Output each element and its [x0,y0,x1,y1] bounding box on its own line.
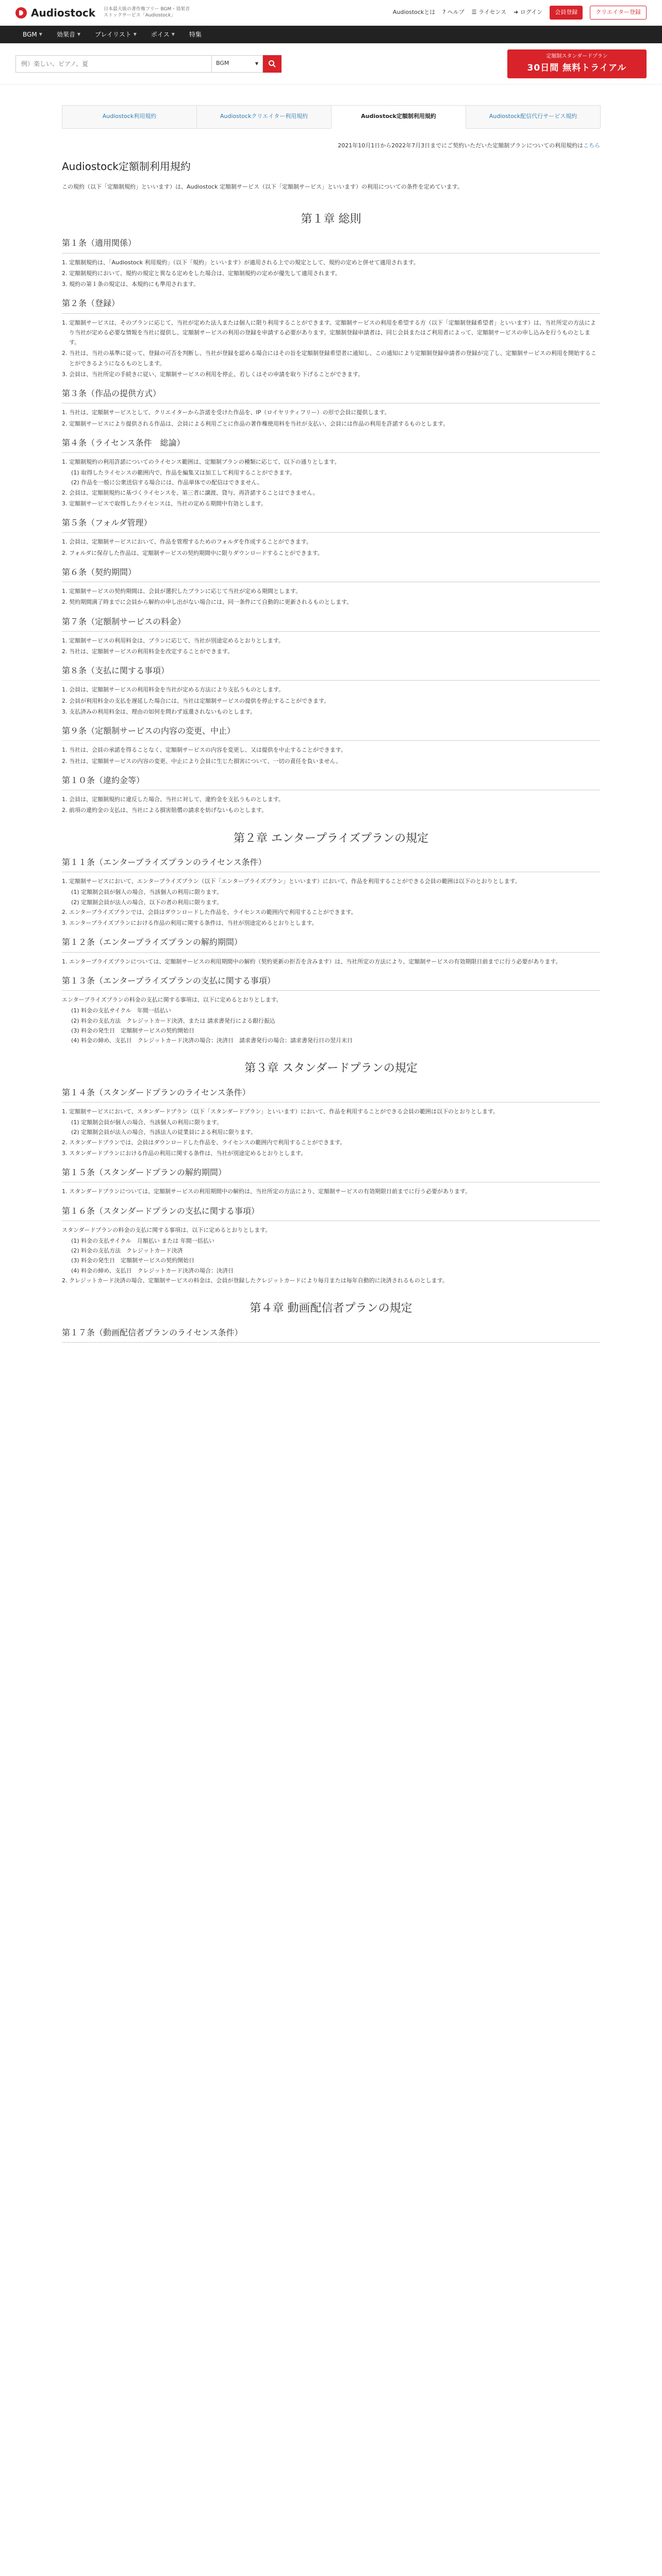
search-category-value: BGM [216,60,229,67]
license-link[interactable] [472,8,506,18]
article-title: 第１４条（スタンダードプランのライセンス条件） [62,1086,600,1103]
article-title: 第４条（ライセンス条件 総論） [62,436,600,453]
terms-tabs [62,105,600,129]
nav-label: BGM [23,30,37,38]
clause-text: 1. エンタープライズプランについては、定額制サービスの利用期間中の解約（契約更新の拒否を含みます）は、当社所定の方法により、定額制サービスの有効期限日前までに行う必要があります。 [62,958,561,965]
main-nav [0,26,662,43]
nav-label: ボイス [151,30,170,38]
clause-text: 1. 当社は、定額制サービスとして、クリエイターから許諾を受けた作品を、IP（ロイヤリティフリー）の形で会員に提供します。 [62,409,390,416]
article-title: 第１６条（スタンダードプランの支払に関する事項） [62,1204,600,1221]
article-title: 第７条（定額制サービスの料金） [62,615,600,632]
article [62,1204,600,1286]
clause-text: 2. 会員は、定額制規約に基づくライセンスを、第三者に譲渡、貸与、再許諾することはできません。 [62,489,319,496]
clause-text: 1. 会員は、定額制規約に違反した場合、当社に対して、違約金を支払うものとします。 [62,796,284,803]
tab-subscription-terms[interactable]: Audiostock定額制利用規約 [331,105,466,129]
nav-label: プレイリスト [95,30,131,38]
intro-text: この規約（以下「定額制規約」といいます）は、Audiostock 定額制サービス（以下「定額制サービス」といいます）の利用についての条件を定めています。 [62,183,463,191]
clause-text: スタンダードプランの料金の支払に関する事項は、以下に定めるとおりとします。 [62,1226,271,1233]
article-title: 第９条（定額制サービスの内容の変更、中止） [62,724,600,741]
clause-text: 1. 会員は、定額制サービスの利用料金を当社が定める方法により支払うものとします。 [62,686,285,693]
nav-label: 効果音 [56,30,75,38]
chapter-title: 第１章 総則 [301,213,361,226]
search-bar [0,43,662,84]
clause-text: 2. 契約期間満了時までに会員から解約の申し出がない場合には、同一条件にて自動的に更新されるものとします。 [62,599,353,606]
license-icon: ☰ [471,9,477,16]
clause-text: 3. 定額制サービスで取得したライセンスは、当社の定める期間中有効とします。 [62,500,267,507]
article-title: 第１２条（エンタープライズプランの解約期間） [62,935,600,952]
header-links [393,6,647,20]
clause-text: エンタープライズプランの料金の支払に関する事項は、以下に定めるとおりとします。 [62,996,282,1004]
article [62,436,600,509]
chapter-title: 第３章 スタンダードプランの規定 [244,1062,418,1075]
search-input[interactable] [15,55,211,73]
banner-subtitle: 定額制スタンダードプラン [546,53,608,59]
clause-text: 2. 当社は、定額制サービスの内容の変更、中止により会員に生じた損害について、一切の責任を負いません。 [62,757,342,765]
article-title: 第６条（契約期間） [62,565,600,582]
clause-text: 2. クレジットカード決済の場合、定額制サービスの料金は、会員が登録したクレジットカードにより毎月または毎年自動的に決済されるものとします。 [62,1277,448,1284]
register-button[interactable]: 会員登録 [550,6,583,20]
chevron-down-icon: ▼ [133,32,137,37]
chevron-down-icon: ▼ [171,32,175,37]
site-header [0,0,662,26]
clause-text: 2. 当社は、定額制サービスの利用料金を改定することができます。 [62,648,234,655]
article [62,386,600,429]
tab-distribution-terms[interactable]: Audiostock配信代行サービス規約 [466,105,601,128]
clause-text: 2. スタンダードプランでは、会員はダウンロードした作品を、ライセンスの範囲内で利用することができます。 [62,1139,346,1146]
clause-text: 1. スタンダードプランについては、定額制サービスの利用期間中の解約は、当社所定の方法により、定額制サービスの有効期限日前までに行う必要があります。 [62,1188,471,1195]
article [62,1326,600,1343]
clause-text: (1) 定額制会員が個人の場合、当該個人の利用に限ります。 [71,1119,223,1126]
clause-text: 1. 当社は、会員の承諾を得ることなく、定額制サービスの内容を変更し、又は提供を中止することができます。 [62,747,346,754]
article-title: 第８条（支払に関する事項） [62,664,600,681]
article-title: 第１１条（エンタープライズプランのライセンス条件） [62,855,600,872]
chapter-title: 第４章 動画配信者プランの規定 [250,1302,412,1315]
article [62,236,600,289]
article-title: 第１条（適用関係） [62,236,600,253]
login-icon: ➜ [514,9,519,16]
date-note-text: 2021年10月1日から2022年7月3日までにご契約いただいた定額制プランについての利用規約は [338,142,583,149]
chevron-down-icon: ▼ [39,32,42,37]
article [62,1086,600,1158]
article [62,615,600,657]
article [62,974,600,1045]
clause-text: 1. 定額制サービスの契約期間は、会員が選択したプランに応じて当社が定める期間とします。 [62,588,302,595]
chapter-title: 第２章 エンタープライズプランの規定 [233,832,429,845]
article-title: 第２条（登録） [62,296,600,313]
clause-text: 1. 定額制サービスにおいて、スタンダードプラン（以下「スタンダードプラン」といいます）において、作品を利用することができる会員の範囲は以下のとおりとします。 [62,1108,499,1115]
article [62,296,600,379]
tagline-line-1: 日本最大級の著作権フリー BGM・効果音 [104,6,190,12]
chevron-down-icon: ▼ [77,32,81,37]
clause-text: 3. 規約の第１条の規定は、本規約にも準用されます。 [62,281,200,288]
clause-text: 2. 定額制サービスにより提供される作品は、会員による利用ごとに作品の著作権使用料を当社が支払い、会員には作品の利用を許諾するものとします。 [62,420,449,427]
clause-text: (1) 取得したライセンスの範囲内で、作品を編集又は加工して利用することができます。 [71,469,295,477]
search-box [15,55,282,73]
clause-text: (2) 料金の支払方法 クレジットカード決済、または 請求書発行による銀行振込 [71,1017,275,1024]
help-label: ヘルプ [447,9,465,16]
tagline-line-2: ストックサービス「Audiostock」 [104,12,176,18]
about-link[interactable]: Audiostockとは [392,9,436,16]
article [62,565,600,607]
clause-text: 1. 会員は、定額制サービスにおいて、作品を管理するためのフォルダを作成することができます。 [62,538,312,546]
nav-item-voice[interactable] [144,29,182,40]
clause-text: 1. 定額制規約の利用許諾についてのライセンス範囲は、定額制プランの種類に応じて、以下の通りとします。 [62,458,340,465]
page-title: Audiostock定額制利用規約 [62,160,191,173]
clause-text: 3. 支払済みの利用料金は、理由の如何を問わず返還されないものとします。 [62,708,256,715]
article-title: 第３条（作品の提供方式） [62,386,600,403]
clause-text: 1. 定額制規約は、「Audiostock 利用規約」（以下「規約」といいます）が適用される上での規定として、規約の定めと併せて適用されます。 [62,259,419,266]
tab-terms[interactable]: Audiostock利用規約 [62,105,197,128]
site-logo[interactable] [15,4,190,22]
login-label: ログイン [520,9,543,16]
clause-text: 3. エンタープライズプランにおける作品の利用に関する条件は、当社が別途定めるとおりとします。 [62,920,318,927]
search-category-select[interactable] [211,55,263,73]
clause-text: 1. 定額制サービスにおいて、エンタープライズプラン（以下「エンタープライズプラン」といいます）において、作品を利用することができる会員の範囲は以下のとおりとします。 [62,878,521,885]
clause-text: 2. 前項の違約金の支払は、当社による損害賠償の請求を妨げないものとします。 [62,807,268,814]
clause-text: (1) 定額制会員が個人の場合、当該個人の利用に限ります。 [71,889,223,896]
article-title: 第１７条（動画配信者プランのライセンス条件） [62,1326,600,1343]
article [62,1165,600,1196]
clause-text: (4) 料金の締め、支払日 クレジットカード決済の場合：決済日 請求書発行の場合：請求書発行日の翌月末日 [71,1037,353,1044]
creator-register-button[interactable]: クリエイター登録 [590,6,647,20]
article [62,935,600,966]
nav-item-bgm[interactable] [15,29,49,40]
help-icon: ? [442,9,446,16]
article [62,855,600,928]
article-title: 第１０条（違約金等） [62,773,600,790]
clause-text: 2. フォルダに保存した作品は、定額制サービスの契約期間中に限りダウンロードすることができます。 [62,549,323,556]
clause-text: 2. 会員が利用料金の支払を遅延した場合には、当社は定額制サービスの提供を停止することができます。 [62,697,330,704]
trial-banner[interactable] [507,49,647,78]
tab-creator-terms[interactable]: Audiostockクリエイター利用規約 [196,105,332,128]
tagline [104,7,190,19]
nav-item-playlist[interactable] [88,29,144,40]
logo-text: Audiostock [31,6,95,19]
article [62,724,600,766]
nav-item-feature[interactable] [182,29,209,40]
search-icon [268,60,276,68]
clause-text: 1. 定額制サービスは、そのプランに応じて、当社が定めた法人または個人に限り利用することができます。定額制サービスの利用を希望する方（以下「定額制登録希望者」といいます）は、当社所定の方法により当社が定める必要な情報を当社に提供し、定額制サービスの利用の登録を申請する必要があります。定額制登録申請者は、同じ会員またはご利用者によって、定額制サービスの申し込みを行うものとします。 [62,319,596,346]
article [62,516,600,558]
clause-text: (4) 料金の締め、支払日 クレジットカード決済の場合：決済日 [71,1267,234,1274]
article-title: 第１３条（エンタープライズプランの支払に関する事項） [62,974,600,991]
chevron-down-icon: ▼ [255,61,258,66]
clause-text: (2) 料金の支払方法 クレジットカード決済 [71,1247,183,1255]
clause-text: 1. 定額制サービスの利用料金は、プランに応じて、当社が別途定めるとおりとします。 [62,637,284,644]
clause-text: (2) 作品を一般に公衆送信する場合には、作品単体での配信はできません。 [71,479,263,486]
chapters [62,210,600,1343]
article-title: 第５条（フォルダ管理） [62,516,600,533]
clause-text: 2. 定額制規約において、規約の規定と異なる定めをした場合は、定額制規約の定めが優先して適用されます。 [62,269,341,277]
help-link[interactable] [442,8,464,18]
clause-text: (2) 定額制会員が法人の場合、以下の者の利用に限ります。 [71,899,223,906]
license-label: ライセンス [478,9,507,16]
clause-text: (2) 定額制会員が法人の場合、当該法人の従業員による利用に限ります。 [71,1129,257,1136]
clause-text: 2. エンタープライズプランでは、会員はダウンロードした作品を、ライセンスの範囲内で利用することができます。 [62,908,357,916]
old-terms-link[interactable]: こちら [583,142,600,149]
search-button[interactable] [263,55,282,73]
nav-label: 特集 [189,30,202,38]
article [62,664,600,717]
nav-item-se[interactable] [49,29,88,40]
banner-title: 30日間 無料トライアル [527,62,627,73]
clause-text: (3) 料金の発生日 定額制サービスの契約開始日 [71,1027,195,1034]
clause-text: (1) 料金の支払サイクル 月額払い または 年間一括払い [71,1237,214,1244]
article-title: 第１５条（スタンダードプランの解約期間） [62,1165,600,1182]
clause-text: (1) 料金の支払サイクル 年間一括払い [71,1007,171,1014]
clause-text: 2. 当社は、当社の基準に従って、登録の可否を判断し、当社が登録を認める場合にはその旨を定額制登録希望者に通知し、この通知により定額制登録申請者の登録が完了し、定額制サービスの利用を開始することができるようになるものとします。 [62,350,597,367]
clause-text: (3) 料金の発生日 定額制サービスの契約開始日 [71,1257,195,1264]
clause-text: 3. 会員は、当社所定の手続きに従い、定額制サービスの利用を停止、若しくはその申請を取り下げることができます。 [62,370,364,378]
login-link[interactable] [514,8,542,18]
terms-content [62,129,600,1343]
audiostock-logo-icon [15,7,27,19]
date-note [62,141,600,151]
article [62,773,600,816]
clause-text: 3. スタンダードプランにおける作品の利用に関する条件は、当社が別途定めるとおりとします。 [62,1149,307,1157]
